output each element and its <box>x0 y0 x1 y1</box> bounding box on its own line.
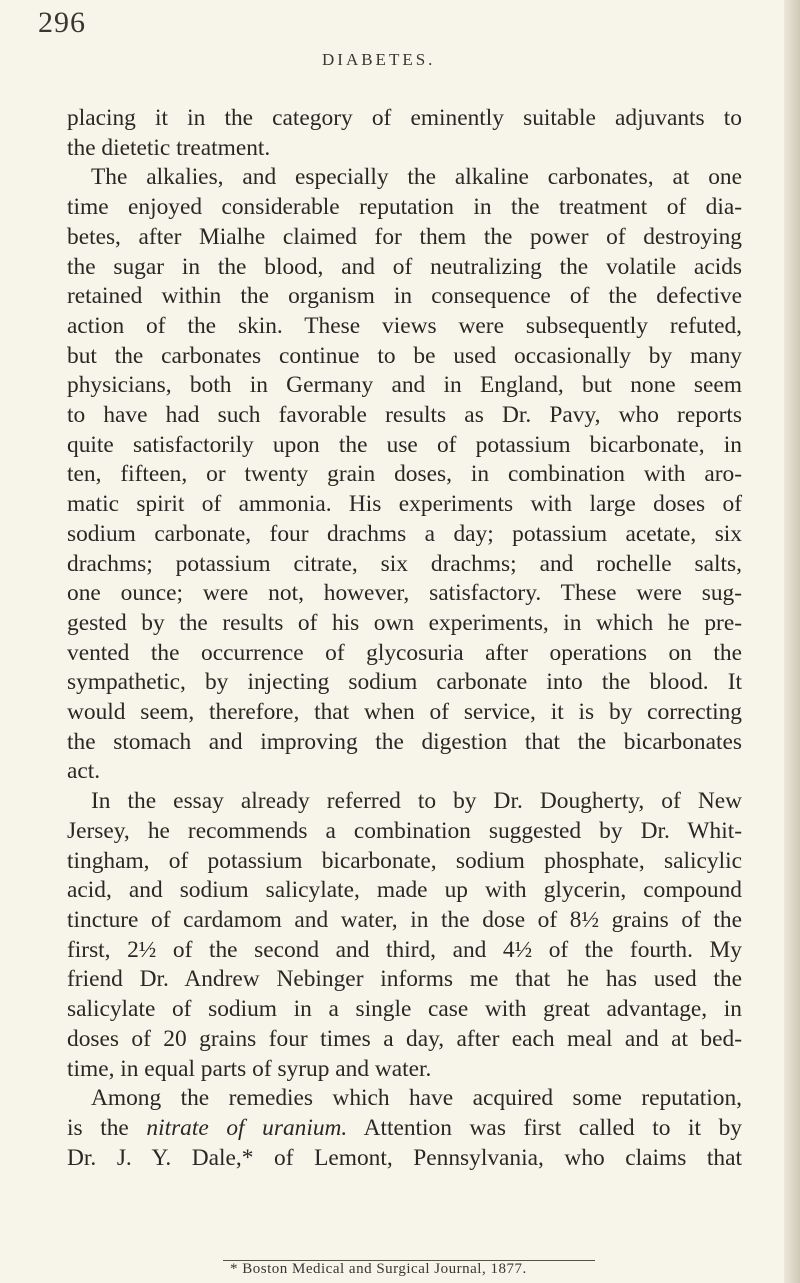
text-run: Attention was first called to it by <box>363 1114 743 1141</box>
text-line: Jersey, he recommends a combination suggested by Dr. Whit- <box>67 817 742 844</box>
text-line: physicians, both in Germany and in England, but none seem <box>67 372 742 399</box>
text-line: In the essay already referred to by Dr. Dougherty, of New <box>91 788 742 815</box>
text-line: ten, fifteen, or twenty grain doses, in combination with aro- <box>67 461 742 488</box>
text-line: but the carbonates continue to be used occasionally by many <box>67 342 742 369</box>
text-line: Among the remedies which have acquired some reputation, <box>91 1085 742 1112</box>
text-line: sympathetic, by injecting sodium carbonate into the blood. It <box>67 669 742 696</box>
text-line: gested by the results of his own experiments, in which he pre- <box>67 609 742 636</box>
text-line: the sugar in the blood, and of neutralizing the volatile acids <box>67 253 742 280</box>
page-edge-shadow <box>784 0 800 1283</box>
text-line: Dr. J. Y. Dale,* of Lemont, Pennsylvania, who claims that <box>67 1144 742 1171</box>
text-line: salicylate of sodium in a single case with great advantage, in <box>67 996 742 1023</box>
text-line: quite satisfactorily upon the use of potassium bicarbonate, in <box>67 431 742 458</box>
italic-term: nitrate of uranium. <box>146 1114 348 1141</box>
text-line: drachms; potassium citrate, six drachms; and rochelle salts, <box>67 550 742 577</box>
text-line: would seem, therefore, that when of service, it is by correcting <box>67 699 742 726</box>
footnote: * Boston Medical and Surgical Journal, 1877. <box>230 1261 527 1277</box>
body-text <box>67 104 742 1173</box>
text-line: matic spirit of ammonia. His experiments with large doses of <box>67 491 742 518</box>
page-number: 296 <box>38 6 86 39</box>
text-line: friend Dr. Andrew Nebinger informs me that he has used the <box>67 966 742 993</box>
text-line: doses of 20 grains four times a day, after each meal and at bed- <box>67 1025 742 1052</box>
text-line: to have had such favorable results as Dr. Pavy, who reports <box>67 402 742 429</box>
text-run: is the <box>67 1114 129 1141</box>
running-title: DIABETES. <box>322 50 436 69</box>
text-line: tincture of cardamom and water, in the dose of 8½ grains of the <box>67 906 742 933</box>
text-line: the dietetic treatment. <box>67 134 271 161</box>
text-line: tingham, of potassium bicarbonate, sodium phosphate, salicylic <box>67 847 742 874</box>
text-line: time, in equal parts of syrup and water. <box>67 1055 432 1082</box>
text-line: time enjoyed considerable reputation in the treatment of dia- <box>67 194 742 221</box>
text-line: act. <box>67 758 101 785</box>
text-line: one ounce; were not, however, satisfactory. These were sug- <box>67 580 742 607</box>
text-line: The alkalies, and especially the alkaline carbonates, at one <box>91 164 742 191</box>
text-line: retained within the organism in consequence of the defective <box>67 283 742 310</box>
text-line-with-italic <box>67 1114 742 1144</box>
text-line: acid, and sodium salicylate, made up with glycerin, compound <box>67 877 742 904</box>
text-line: the stomach and improving the digestion that the bicarbonates <box>67 728 742 755</box>
text-line: action of the skin. These views were subsequently refuted, <box>67 312 742 339</box>
text-line: betes, after Mialhe claimed for them the power of destroying <box>67 223 742 250</box>
text-line: sodium carbonate, four drachms a day; potassium acetate, six <box>67 520 742 547</box>
text-line: vented the occurrence of glycosuria after operations on the <box>67 639 742 666</box>
text-line: placing it in the category of eminently suitable adjuvants to <box>67 105 742 131</box>
text-line: first, 2½ of the second and third, and 4½ of the fourth. My <box>67 936 742 963</box>
